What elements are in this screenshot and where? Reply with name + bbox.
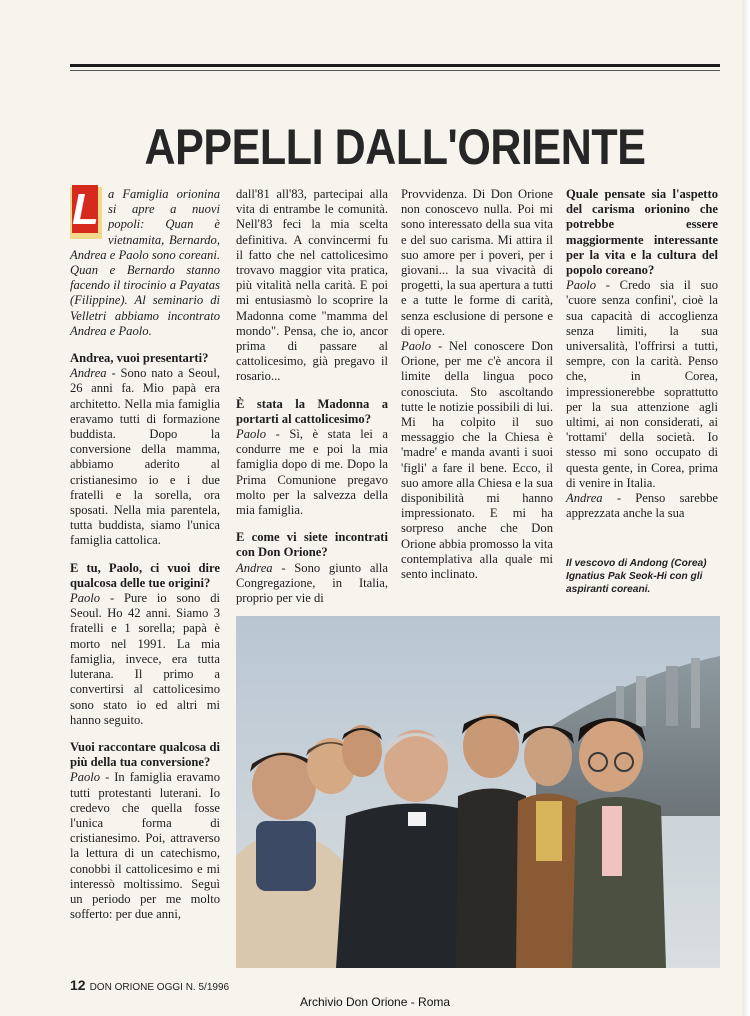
column-4 [566, 187, 718, 521]
answer-text: - Penso sarebbe apprezzata anche la sua [566, 491, 718, 521]
speaker-name: Paolo [70, 770, 101, 785]
speaker-name: Andrea [236, 560, 273, 575]
speaker-name: Paolo [70, 591, 101, 606]
question: Andrea, vuoi presentarti? [70, 351, 209, 366]
speaker-name: Paolo [401, 339, 432, 354]
column-1 [70, 187, 220, 922]
column-2 [236, 187, 388, 606]
answer-text: - Credo sia il suo 'cuore senza confini', cioè la sua capacità di accoglienza senza limiti, la sua universalità, l'offrirsi a tutti, sempre, con la carità. Penso che, in Corea, impressionerebbe soprattutto per la sua attenzione agli ultimi, ai non considerati, ai 'rottami' della società. Io stesso mi sono occupato di questa gente, in Corea, prima di venire in Italia. [566, 278, 718, 490]
answer-text: - In famiglia eravamo tutti protestanti luterani. Io credevo che quella fosse l'unica forma di cristianesimo. Poi, attraverso la lettura di un catechismo, conobbi il cattolicesimo e mi interessò moltissimo. Seguì un periodo per me molto sofferto: per due anni, [70, 770, 220, 922]
page-footer [70, 977, 229, 993]
question: E come vi siete incontrati con Don Orione? [236, 530, 388, 560]
paragraph: dall'81 all'83, partecipai alla vita di entrambe le comunità. Nell'83 feci la mia scelta definitiva. A convincermi fu il fatto che nel cattolicesimo trovavo maggior vita pratica, più vitalità nella carità. E poi mi entusiasmò lo scoprire la Madonna come "mamma del mondo". Pensa, che io, ancor prima di passare al cattolicesimo, già pregavo il rosario... [236, 187, 388, 384]
answer [236, 561, 388, 607]
top-rule-thin [70, 70, 720, 71]
answer-text: - Pure io sono di Seoul. Ho 42 anni. Siamo 3 fratelli e 1 sorella; papà è morto nel 1991. La mia famiglia, invece, era tutta luterana. Il primo a convertirsi al cattolicesimo sono stato io ed altri mi hanno seguito. [70, 591, 220, 727]
answer [236, 427, 388, 518]
speaker-name: Andrea [70, 366, 107, 381]
speaker-name: Andrea [566, 491, 603, 506]
answer [566, 491, 718, 521]
answer [401, 339, 553, 582]
question: E tu, Paolo, ci vuoi dire qualcosa delle tue origini? [70, 560, 220, 590]
answer [566, 278, 718, 491]
article-headline: APPELLI DALL'ORIENTE [144, 119, 646, 175]
question: Quale pensate sia l'aspetto del carisma orionino che potrebbe essere maggiormente interessante per la vita e la cultura del popolo coreano? [566, 187, 718, 278]
speaker-name: Paolo [236, 427, 267, 442]
answer-text: - Sono nato a Seoul, 26 anni fa. Mio papà era architetto. Nella mia famiglia eravamo tutti di formazione buddista. Dopo la conversione della mamma, abbiamo aderito al cristianesimo io e i due fratelli e la sorella, ora sposati. Nella mia parentela, tutta buddista, siamo l'unica famiglia cattolica. [70, 366, 220, 548]
speaker-name: Paolo [566, 278, 597, 293]
drop-cap [70, 187, 102, 239]
question: Vuoi raccontare qualcosa di più della tua conversione? [70, 739, 220, 770]
column-3 [401, 187, 553, 582]
paragraph: Provvidenza. Di Don Orione non conoscevo nulla. Poi mi sono interessato della sua vita e del suo carisma. Mi attira il suo amore per i poveri, per i giovani... la sua vivacità di progetti, la sua apertura a tutti e a tutte le forme di carità, senza esclusione di persone e di opere. [401, 187, 553, 338]
answer [70, 591, 220, 728]
page-number: 12 [70, 977, 86, 993]
publication-name: DON ORIONE OGGI N. 5/1996 [89, 982, 230, 993]
page-edge [742, 0, 750, 1016]
intro-text: a Famiglia orionina si apre a nuovi popoli: Quan è vietnamita, Bernardo, Andrea e Paolo sono coreani. Quan e Bernardo stanno facendo il tirocinio a Payatas (Filippine). Al seminario di Velletri abbiamo incontrato Andrea e Paolo. [70, 187, 220, 338]
drop-cap-letter: L [72, 185, 99, 234]
group-photo-illustration [236, 616, 720, 968]
answer-text: - Nel conoscere Don Orione, per me c'è ancora il limite della lingua poco conosciuta. Sto ascoltando tutte le notizie possibili di lui. Mi ha colpito il suo messaggio che la Chiesa è 'madre' e manda avanti i suoi 'figli' a fare il bene. Ecco, il suo amore alla Chiesa e la sua disponibilità mi hanno impressionato. E mi ha sorpreso anche che Don Orione abbia promosso la vita contemplativa alla quale mi sento inclinato. [401, 339, 553, 582]
answer [70, 366, 220, 548]
top-rule [70, 64, 720, 67]
answer-text: - Sono giunto alla Congregazione, in Italia, proprio per vie di [236, 560, 388, 606]
question: È stata la Madonna a portarti al cattolicesimo? [236, 396, 388, 426]
archive-credit: Archivio Don Orione - Roma [300, 995, 451, 1009]
answer [70, 770, 220, 922]
group-photo [236, 616, 720, 968]
answer-text: - Sì, è stata lei a condurre me e poi la mia famiglia dopo di me. Dopo la Prima Comunione pregavo molto per la salvezza della mia famiglia. [236, 427, 388, 518]
photo-caption: Il vescovo di Andong (Corea) Ignatius Pak Seok-Hi con gli aspiranti coreani. [566, 558, 707, 595]
intro-paragraph [70, 187, 220, 339]
